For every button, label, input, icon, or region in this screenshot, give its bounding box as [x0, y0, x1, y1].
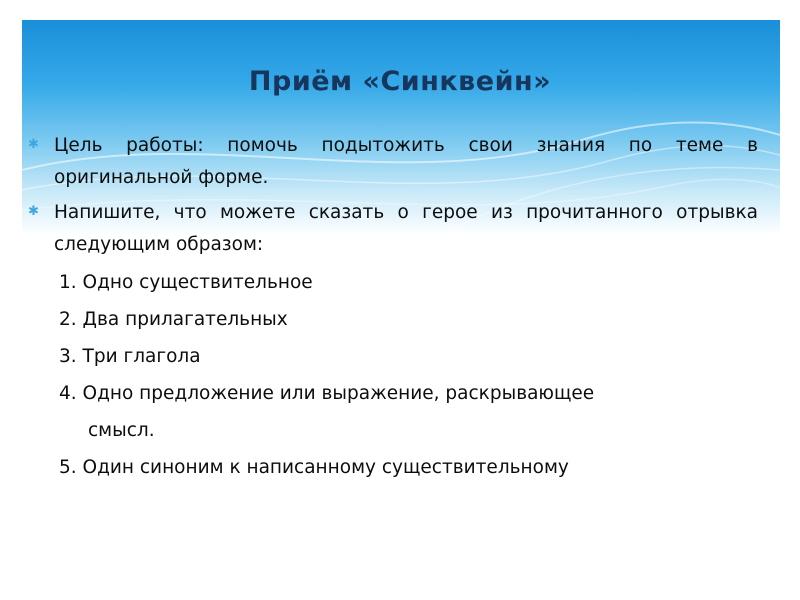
- list-item-continuation: смысл.: [88, 420, 155, 441]
- slide-title: Приём «Синквейн»: [248, 66, 552, 97]
- list-item: 3. Три глагола: [59, 346, 201, 367]
- slide-content: [28, 130, 758, 486]
- bullet-item: [28, 197, 758, 261]
- bullet-item: [28, 130, 758, 194]
- list-item: 1. Одно существительное: [59, 272, 313, 293]
- star-bullet-icon: ✱: [28, 204, 39, 219]
- bullet-text: Напишите, что можете сказать о герое из прочитанного отрывка следующим образом:: [54, 202, 758, 255]
- list-item: 4. Одно предложение или выражение, раскрывающее: [59, 383, 595, 404]
- bullet-text: Цель работы: помочь подытожить свои знания по теме в оригинальной форме.: [54, 135, 758, 188]
- list-item: 2. Два прилагательных: [59, 309, 288, 330]
- list-item: 5. Один синоним к написанному существительному: [59, 457, 569, 478]
- star-bullet-icon: ✱: [28, 137, 39, 152]
